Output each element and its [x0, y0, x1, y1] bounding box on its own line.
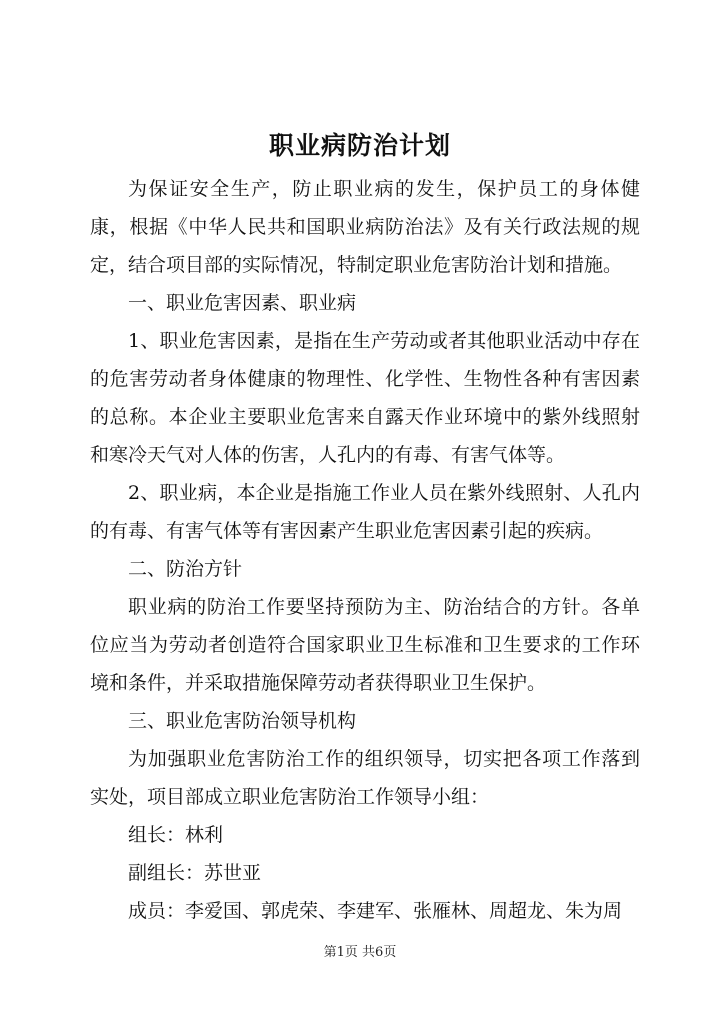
paragraph-group-leader: 组长：林利 — [128, 824, 224, 846]
paragraph-policy: 职业病的防治工作要坚持预防为主、防治结合的方针。各单位应当为劳动者创造符合国家职业卫生标准和卫生要求的工作环境和条件，并采取措施保障劳动者获得职业卫生保护。 — [90, 596, 640, 694]
page-footer: 第1页 共6页 — [323, 945, 397, 960]
paragraph-intro: 为保证安全生产，防止职业病的发生，保护员工的身体健康，根据《中华人民共和国职业病防治法》及有关行政法规的规定，结合项目部的实际情况，特制定职业危害防治计划和措施。 — [90, 178, 640, 276]
paragraph-leadership-intro: 为加强职业危害防治工作的组织领导，切实把各项工作落到实处，项目部成立职业危害防治工作领导小组： — [90, 748, 640, 808]
document-body — [90, 170, 640, 930]
document-title: 职业病防治计划 — [268, 131, 451, 160]
section-heading-hazards: 一、职业危害因素、职业病 — [128, 292, 357, 314]
section-heading-leadership: 三、职业危害防治领导机构 — [128, 710, 357, 732]
paragraph-members: 成员：李爱国、郭虎荣、李建军、张雁林、周超龙、朱为周 — [128, 900, 623, 922]
paragraph-occupational-disease: 2、职业病，本企业是指施工作业人员在紫外线照射、人孔内的有毒、有害气体等有害因素产生职业危害因素引起的疾病。 — [90, 482, 640, 542]
paragraph-deputy-leader: 副组长：苏世亚 — [128, 862, 262, 884]
paragraph-hazard-factors: 1、职业危害因素，是指在生产劳动或者其他职业活动中存在的危害劳动者身体健康的物理性、化学性、生物性各种有害因素的总称。本企业主要职业危害来自露天作业环境中的紫外线照射和寒冷天气对人体的伤害，人孔内的有毒、有害气体等。 — [90, 330, 640, 466]
section-heading-policy: 二、防治方针 — [128, 558, 243, 580]
